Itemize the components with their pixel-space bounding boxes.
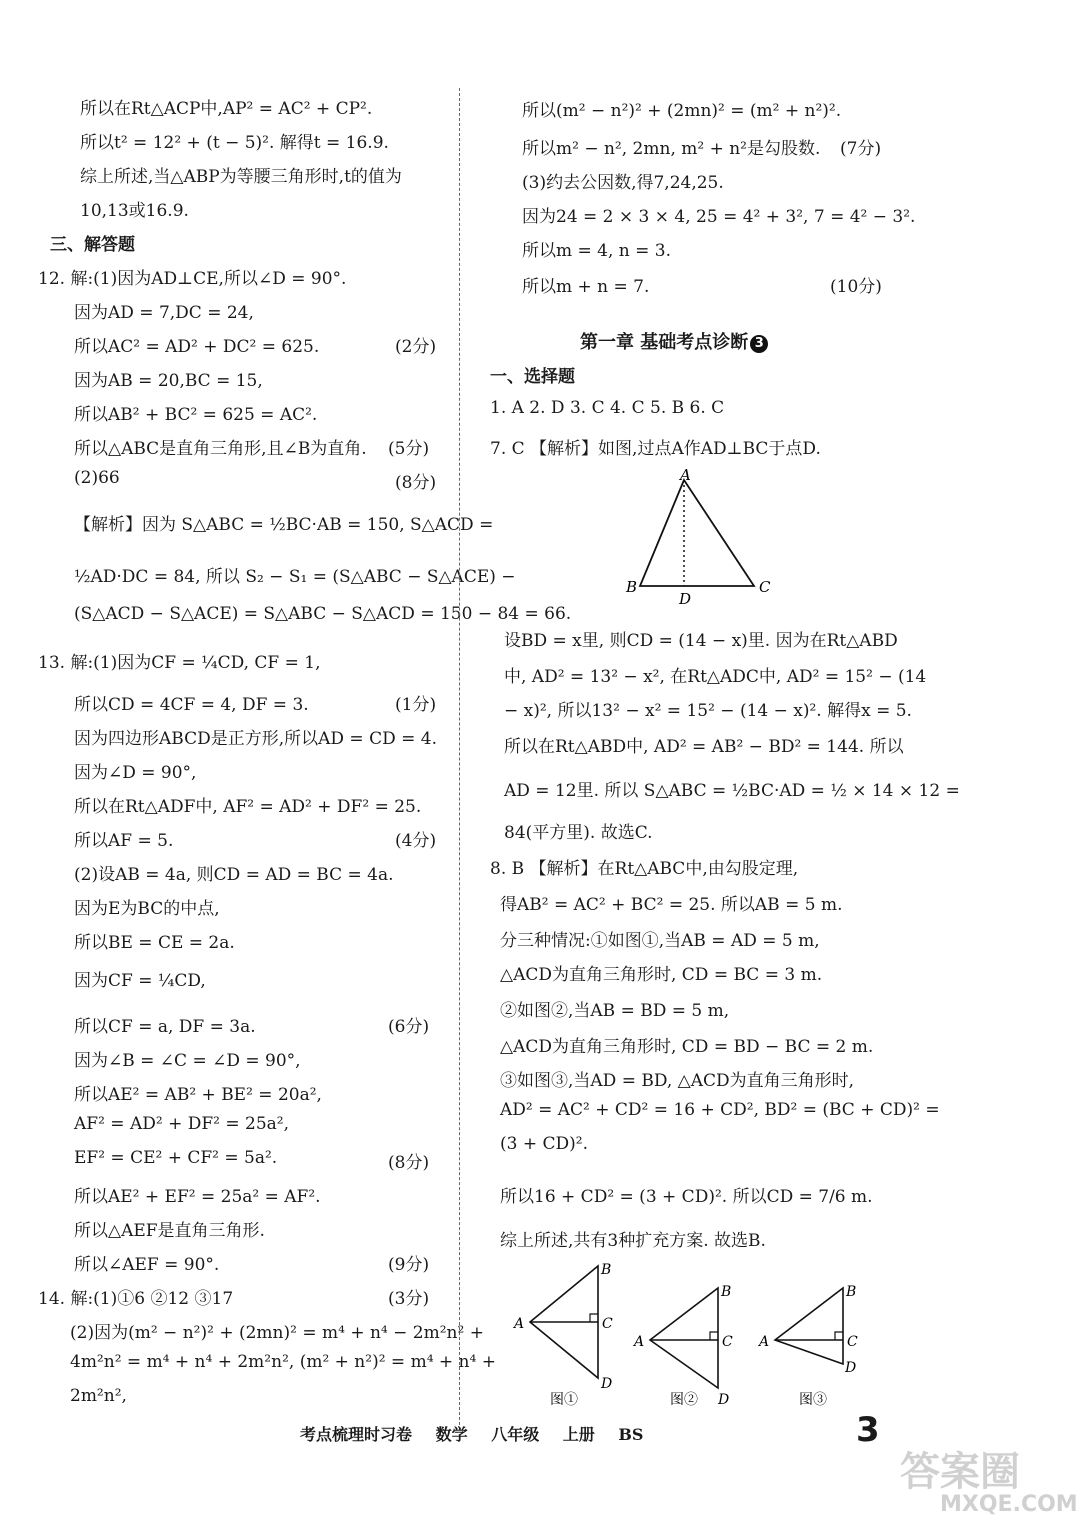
text-line: 因为CF = ¼CD, — [74, 971, 206, 991]
footer-subject: 数学 — [435, 1425, 468, 1444]
text-line: 设BD = x里, 则CD = (14 − x)里. 因为在Rt△ABD — [504, 631, 898, 651]
fig3-right-angle — [835, 1332, 843, 1340]
text-line: AD = 12里. 所以 S△ABC = ½BC·AD = ½ × 14 × 12 = — [504, 781, 960, 801]
text-line: 得AB² = AC² + BC² = 25. 所以AB = 5 m. — [500, 895, 843, 915]
text-line: 所以AE² = AB² + BE² = 20a², — [74, 1085, 322, 1105]
question-14: 14. 解:(1)①6 ②12 ③17 — [38, 1289, 234, 1309]
fig1-label-b: B — [601, 1262, 612, 1278]
text-line: (2)66 — [74, 468, 120, 488]
footer-book-title: 考点梳理时习卷 — [300, 1425, 413, 1444]
fig2-label-a: A — [634, 1334, 645, 1350]
text-line: 所以m² − n², 2mn, m² + n²是勾股数. — [522, 139, 821, 159]
analysis-line: 【解析】因为 S△ABC = ½BC·AB = 150, S△ACD = — [74, 515, 494, 535]
text-line: 所以AE² + EF² = 25a² = AF². — [74, 1187, 321, 1207]
text-line: 所以AC² = AD² + DC² = 625. — [74, 337, 320, 357]
figure-3 — [755, 1280, 885, 1410]
score: (1分) — [395, 695, 437, 715]
text-line: 因为AD = 7,DC = 24, — [74, 303, 254, 323]
text-line: 因为∠D = 90°, — [74, 763, 197, 783]
text-line: 因为24 = 2 × 3 × 4, 25 = 4² + 3², 7 = 4² − 3². — [522, 207, 916, 227]
text-line: 因为四边形ABCD是正方形,所以AD = CD = 4. — [74, 729, 437, 749]
fig1-label-a: A — [514, 1316, 525, 1332]
text-line: ③如图③,当AD = BD, △ACD为直角三角形时, — [500, 1071, 855, 1091]
analysis-line: (S△ACD − S△ACE) = S△ABC − S△ACD = 150 − 84 = 66. — [74, 604, 572, 624]
label-b: B — [626, 578, 638, 596]
text-line: 所以∠AEF = 90°. — [74, 1255, 220, 1275]
text-line: 84(平方里). 故选C. — [504, 823, 653, 843]
text-line: (2)因为(m² − n²)² + (2mn)² = m⁴ + n⁴ − 2m²n² + — [70, 1323, 484, 1343]
watermark — [900, 1440, 1078, 1530]
score: (2分) — [395, 337, 437, 357]
score: (8分) — [395, 473, 437, 493]
text-line: (2)设AB = 4a, 则CD = AD = BC = 4a. — [74, 865, 394, 885]
text-line: 所以AF = 5. — [74, 831, 174, 851]
score: (3分) — [388, 1289, 430, 1309]
fig2-caption: 图② — [670, 1392, 698, 1408]
footer-volume: 上册 — [562, 1425, 595, 1444]
text-line: ②如图②,当AB = BD = 5 m, — [500, 1001, 730, 1021]
text-line: 因为AB = 20,BC = 15, — [74, 371, 263, 391]
footer-edition: BS — [618, 1425, 644, 1444]
fig1-caption: 图① — [550, 1392, 578, 1408]
text-line: 综上所述,共有3种扩充方案. 故选B. — [500, 1231, 766, 1251]
label-d: D — [679, 590, 692, 608]
figure-2 — [630, 1280, 760, 1410]
column-divider — [459, 88, 460, 1430]
text-line: 综上所述,当△ABP为等腰三角形时,t的值为 — [80, 167, 402, 187]
footer-grade: 八年级 — [491, 1425, 540, 1444]
text-line: 所以t² = 12² + (t − 5)². 解得t = 16.9. — [80, 133, 389, 153]
triangle-abc — [640, 480, 754, 586]
question-8: 8. B 【解析】在Rt△ABC中,由勾股定理, — [490, 859, 799, 879]
text-line: EF² = CE² + CF² = 5a². — [74, 1148, 278, 1168]
fig3-label-d: D — [845, 1360, 857, 1376]
fig2-label-b: B — [721, 1284, 732, 1300]
text-line: 所以(m² − n²)² + (2mn)² = (m² + n²)². — [522, 101, 842, 121]
section-heading: 三、解答题 — [50, 235, 135, 255]
score: (10分) — [830, 277, 882, 297]
text-line: 所以CF = a, DF = 3a. — [74, 1017, 256, 1037]
text-line: 所以m + n = 7. — [522, 277, 650, 297]
fig3-label-b: B — [846, 1284, 857, 1300]
footer — [300, 1422, 661, 1445]
text-line: AD² = AC² + CD² = 16 + CD², BD² = (BC + CD)² = — [500, 1100, 940, 1120]
text-line: 4m²n² = m⁴ + n⁴ + 2m²n², (m² + n²)² = m⁴ + n⁴ + — [70, 1352, 496, 1372]
fig2-triangle — [650, 1288, 718, 1388]
text-line: 所以16 + CD² = (3 + CD)². 所以CD = 7/6 m. — [500, 1187, 873, 1207]
text-line: 所以在Rt△ADF中, AF² = AD² + DF² = 25. — [74, 797, 422, 817]
chapter-number-badge: 3 — [750, 335, 768, 353]
text-line: 所以在Rt△ACP中,AP² = AC² + CP². — [80, 99, 373, 119]
text-line: 所以在Rt△ABD中, AD² = AB² − BD² = 144. 所以 — [504, 737, 904, 757]
score: (6分) — [388, 1017, 430, 1037]
text-line: 所以△ABC是直角三角形,且∠B为直角. — [74, 439, 367, 459]
score: (9分) — [388, 1255, 430, 1275]
fig1-right-angle — [590, 1314, 598, 1322]
chapter-title — [580, 328, 768, 354]
text-line: 分三种情况:①如图①,当AB = AD = 5 m, — [500, 931, 820, 951]
text-line: 所以AB² + BC² = 625 = AC². — [74, 405, 318, 425]
text-line: 所以BE = CE = 2a. — [74, 933, 235, 953]
analysis-line: ½AD·DC = 84, 所以 S₂ − S₁ = (S△ABC − S△ACE) − — [74, 567, 516, 587]
fig1-label-d: D — [601, 1376, 613, 1392]
score: (7分) — [840, 139, 882, 159]
text-line: 因为∠B = ∠C = ∠D = 90°, — [74, 1051, 301, 1071]
text-line: 所以CD = 4CF = 4, DF = 3. — [74, 695, 309, 715]
question-12: 12. 解:(1)因为AD⊥CE,所以∠D = 90°. — [38, 269, 347, 289]
score: (8分) — [388, 1153, 430, 1173]
fig2-label-d: D — [718, 1392, 730, 1408]
fig3-label-a: A — [759, 1334, 770, 1350]
chapter-title-text: 第一章 基础考点诊断 — [580, 332, 749, 353]
page-number: 3 — [856, 1410, 880, 1450]
text-line: △ACD为直角三角形时, CD = BD − BC = 2 m. — [500, 1037, 874, 1057]
text-line: 所以△AEF是直角三角形. — [74, 1221, 265, 1241]
text-line: (3)约去公因数,得7,24,25. — [522, 173, 724, 193]
question-7: 7. C 【解析】如图,过点A作AD⊥BC于点D. — [490, 439, 821, 459]
fig2-right-angle — [710, 1332, 718, 1340]
score: (4分) — [395, 831, 437, 851]
fig3-label-c: C — [847, 1334, 858, 1350]
answer-list: 1. A 2. D 3. C 4. C 5. B 6. C — [490, 398, 725, 418]
text-line: 2m²n², — [70, 1386, 127, 1406]
watermark-url: MXQE.COM — [940, 1492, 1078, 1517]
text-line: 10,13或16.9. — [80, 201, 189, 221]
text-line: 所以m = 4, n = 3. — [522, 241, 672, 261]
section-heading: 一、选择题 — [490, 367, 575, 387]
text-line: 中, AD² = 13² − x², 在Rt△ADC中, AD² = 15² − (14 — [504, 667, 927, 687]
fig3-caption: 图③ — [799, 1392, 827, 1408]
figure-1 — [510, 1258, 640, 1408]
question-13: 13. 解:(1)因为CF = ¼CD, CF = 1, — [38, 653, 321, 673]
fig2-label-c: C — [722, 1334, 733, 1350]
triangle-figure — [620, 468, 800, 608]
label-c: C — [759, 578, 771, 596]
fig3-triangle — [775, 1288, 843, 1364]
text-line: (3 + CD)². — [500, 1134, 588, 1154]
text-line: 因为E为BC的中点, — [74, 899, 220, 919]
text-line: AF² = AD² + DF² = 25a², — [74, 1114, 289, 1134]
watermark-logo-text: 答案圈 — [900, 1449, 1020, 1495]
score: (5分) — [388, 439, 430, 459]
text-line: △ACD为直角三角形时, CD = BC = 3 m. — [500, 965, 823, 985]
label-a: A — [680, 466, 691, 484]
fig1-label-c: C — [602, 1316, 613, 1332]
text-line: − x)², 所以13² − x² = 15² − (14 − x)². 解得x = 5. — [504, 701, 912, 721]
